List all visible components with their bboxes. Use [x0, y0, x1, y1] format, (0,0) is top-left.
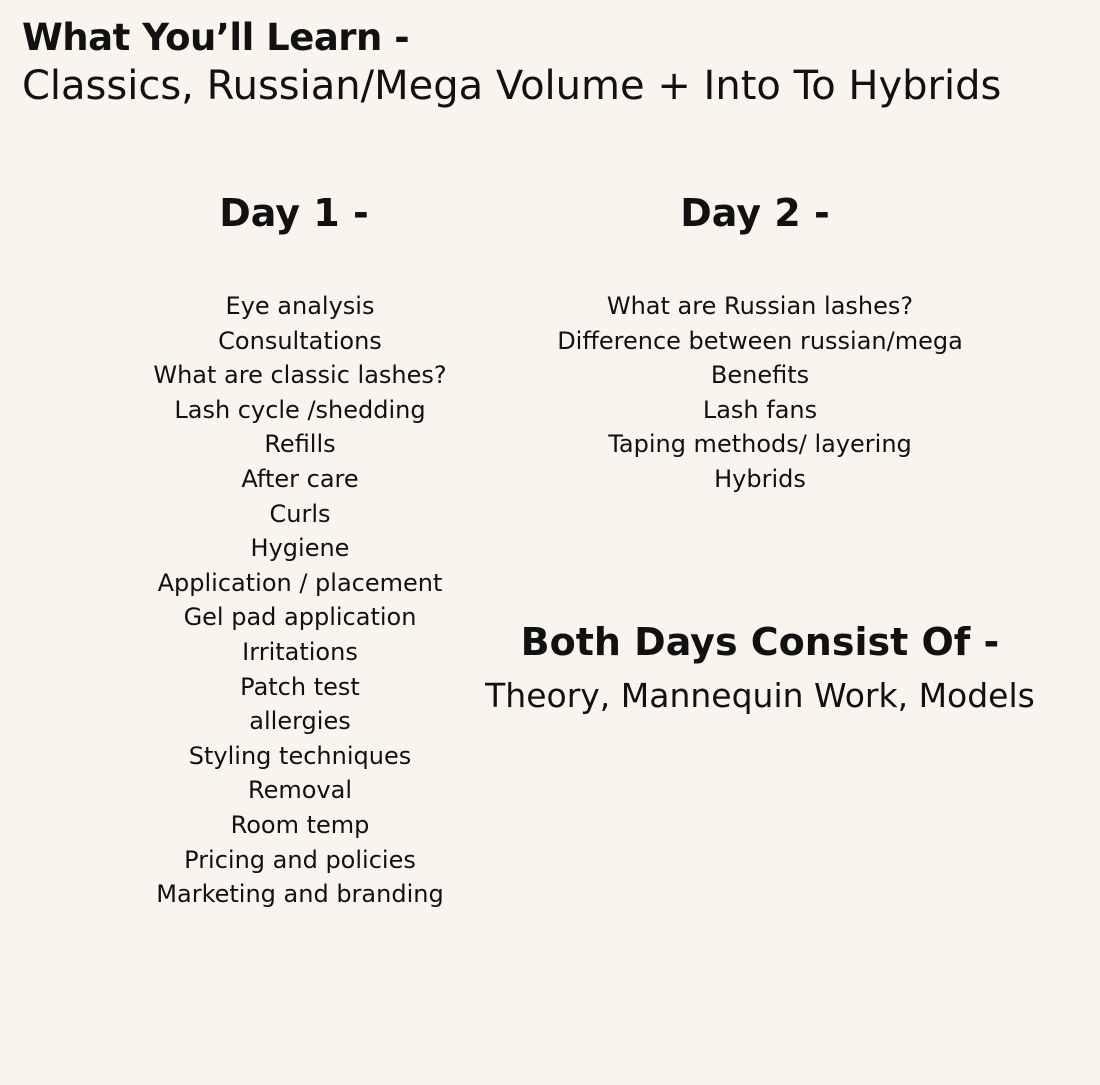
list-item: Eye analysis	[225, 292, 375, 320]
page-subtitle: Classics, Russian/Mega Volume + Into To Hybrids	[22, 63, 1002, 109]
day-2-topic-list	[520, 289, 1000, 497]
day-1-heading: Day 1 -	[219, 191, 369, 235]
list-item: Hygiene	[250, 534, 350, 563]
list-item: Curls	[269, 499, 331, 528]
list-item: Application / placement	[157, 568, 443, 597]
list-item: Removal	[247, 776, 352, 805]
list-item: Benefits	[710, 361, 810, 390]
list-item: Patch test	[240, 672, 360, 701]
list-item: Room temp	[230, 810, 370, 839]
list-item: Pricing and policies	[184, 845, 416, 874]
list-item: What are classic lashes?	[153, 361, 447, 390]
list-item: Lash cycle /shedding	[174, 395, 426, 424]
list-item: Hybrids	[714, 464, 806, 493]
list-item: Taping methods/ layering	[608, 430, 912, 459]
page-title: What You’ll Learn -	[22, 16, 410, 59]
list-item: Styling techniques	[188, 741, 412, 770]
list-item: allergies	[249, 707, 351, 736]
day-2-heading: Day 2 -	[680, 191, 830, 235]
list-item: After care	[241, 464, 359, 493]
both-days-heading: Both Days Consist Of -	[520, 620, 1000, 664]
list-item: Gel pad application	[183, 603, 417, 632]
day-1-topic-list	[110, 289, 490, 912]
both-days-detail: Theory, Mannequin Work, Models	[485, 676, 1035, 715]
list-item: What are Russian lashes?	[606, 292, 914, 320]
list-item: Irritations	[242, 637, 358, 666]
list-item: Lash fans	[702, 395, 818, 424]
list-item: Refills	[264, 430, 336, 459]
list-item: Marketing and branding	[156, 880, 444, 909]
list-item: Consultations	[218, 326, 382, 355]
list-item: Difference between russian/mega	[557, 326, 963, 355]
